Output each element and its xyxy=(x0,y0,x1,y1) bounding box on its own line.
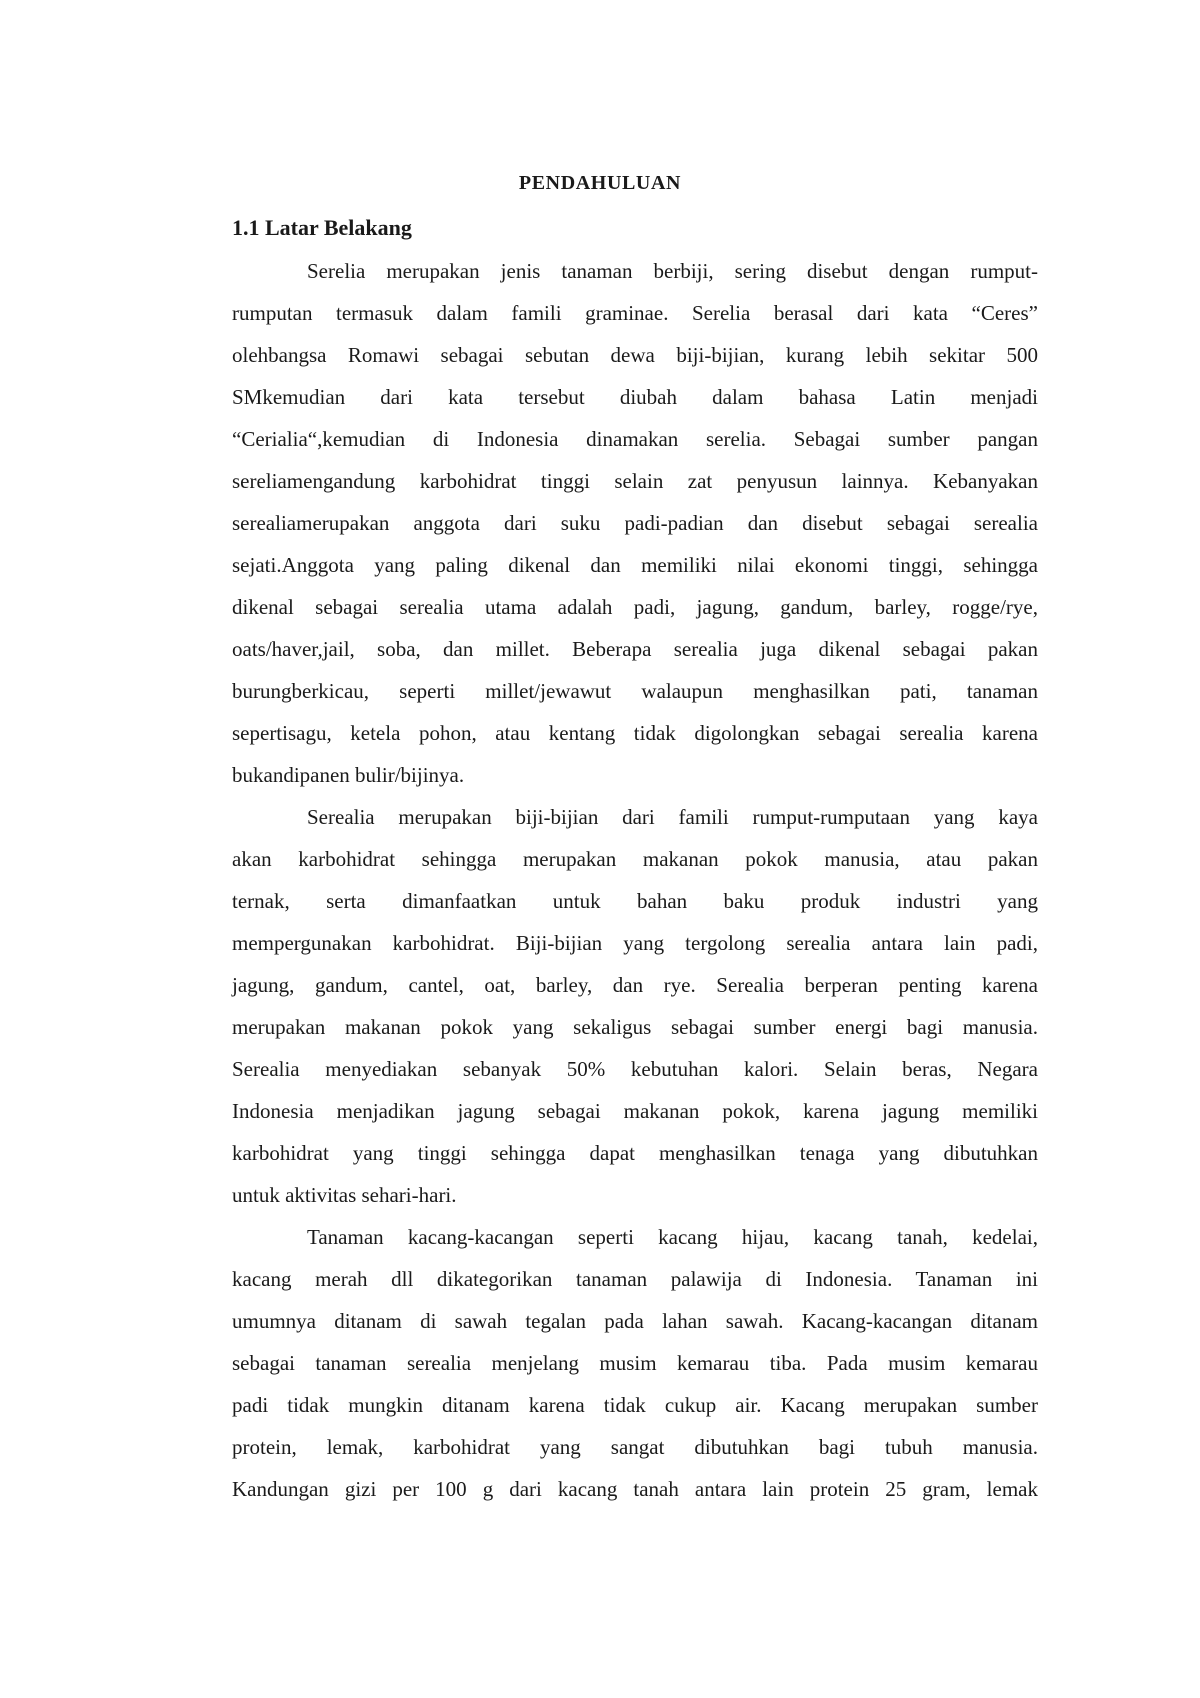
text-line: rumputan termasuk dalam famili graminae. Serelia berasal dari kata “Ceres” xyxy=(232,301,1038,325)
text-line: Kandungan gizi per 100 g dari kacang tanah antara lain protein 25 gram, lemak xyxy=(232,1477,1038,1501)
paragraph-2 xyxy=(232,796,1038,1216)
text-line: umumnya ditanam di sawah tegalan pada lahan sawah. Kacang-kacangan ditanam xyxy=(232,1309,1038,1333)
text-line: oats/haver,jail, soba, dan millet. Beberapa serealia juga dikenal sebagai pakan xyxy=(232,637,1038,661)
text-line: dikenal sebagai serealia utama adalah padi, jagung, gandum, barley, rogge/rye, xyxy=(232,595,1038,619)
text-line: serealiamerupakan anggota dari suku padi-padian dan disebut sebagai serealia xyxy=(232,511,1038,535)
text-line: sepertisagu, ketela pohon, atau kentang tidak digolongkan sebagai serealia karena xyxy=(232,721,1038,745)
section-heading: 1.1 Latar Belakang xyxy=(232,215,412,240)
text-line: jagung, gandum, cantel, oat, barley, dan rye. Serealia berperan penting karena xyxy=(232,973,1038,997)
page-title: PENDAHULUAN xyxy=(518,172,682,194)
text-line: Serelia merupakan jenis tanaman berbiji, sering disebut dengan rumput- xyxy=(307,259,1038,283)
text-line: ternak, serta dimanfaatkan untuk bahan baku produk industri yang xyxy=(232,889,1038,913)
text-line: akan karbohidrat sehingga merupakan makanan pokok manusia, atau pakan xyxy=(232,847,1038,871)
text-line: sejati.Anggota yang paling dikenal dan memiliki nilai ekonomi tinggi, sehingga xyxy=(232,553,1038,577)
paragraph-1 xyxy=(232,250,1038,796)
text-line: sebagai tanaman serealia menjelang musim kemarau tiba. Pada musim kemarau xyxy=(232,1351,1038,1375)
text-line: bukandipanen bulir/bijinya. xyxy=(232,763,465,787)
text-line: Tanaman kacang-kacangan seperti kacang hijau, kacang tanah, kedelai, xyxy=(307,1225,1038,1249)
text-line: Serealia merupakan biji-bijian dari famili rumput-rumputaan yang kaya xyxy=(307,805,1038,829)
text-line: merupakan makanan pokok yang sekaligus sebagai sumber energi bagi manusia. xyxy=(232,1015,1038,1039)
text-line: “Cerialia“,kemudian di Indonesia dinamakan serelia. Sebagai sumber pangan xyxy=(232,427,1038,451)
text-line: Serealia menyediakan sebanyak 50% kebutuhan kalori. Selain beras, Negara xyxy=(232,1057,1038,1081)
text-line: karbohidrat yang tinggi sehingga dapat menghasilkan tenaga yang dibutuhkan xyxy=(232,1141,1038,1165)
paragraph-3 xyxy=(232,1216,1038,1510)
text-line: protein, lemak, karbohidrat yang sangat dibutuhkan bagi tubuh manusia. xyxy=(232,1435,1038,1459)
body-text xyxy=(232,250,1038,1510)
text-line: Indonesia menjadikan jagung sebagai makanan pokok, karena jagung memiliki xyxy=(232,1099,1038,1123)
text-line: SMkemudian dari kata tersebut diubah dalam bahasa Latin menjadi xyxy=(232,385,1038,409)
text-line: olehbangsa Romawi sebagai sebutan dewa biji-bijian, kurang lebih sekitar 500 xyxy=(232,343,1038,367)
text-line: untuk aktivitas sehari-hari. xyxy=(232,1183,457,1207)
text-line: sereliamengandung karbohidrat tinggi selain zat penyusun lainnya. Kebanyakan xyxy=(232,469,1038,493)
text-line: mempergunakan karbohidrat. Biji-bijian yang tergolong serealia antara lain padi, xyxy=(232,931,1038,955)
text-line: kacang merah dll dikategorikan tanaman palawija di Indonesia. Tanaman ini xyxy=(232,1267,1038,1291)
text-line: burungberkicau, seperti millet/jewawut walaupun menghasilkan pati, tanaman xyxy=(232,679,1038,703)
text-line: padi tidak mungkin ditanam karena tidak cukup air. Kacang merupakan sumber xyxy=(232,1393,1038,1417)
